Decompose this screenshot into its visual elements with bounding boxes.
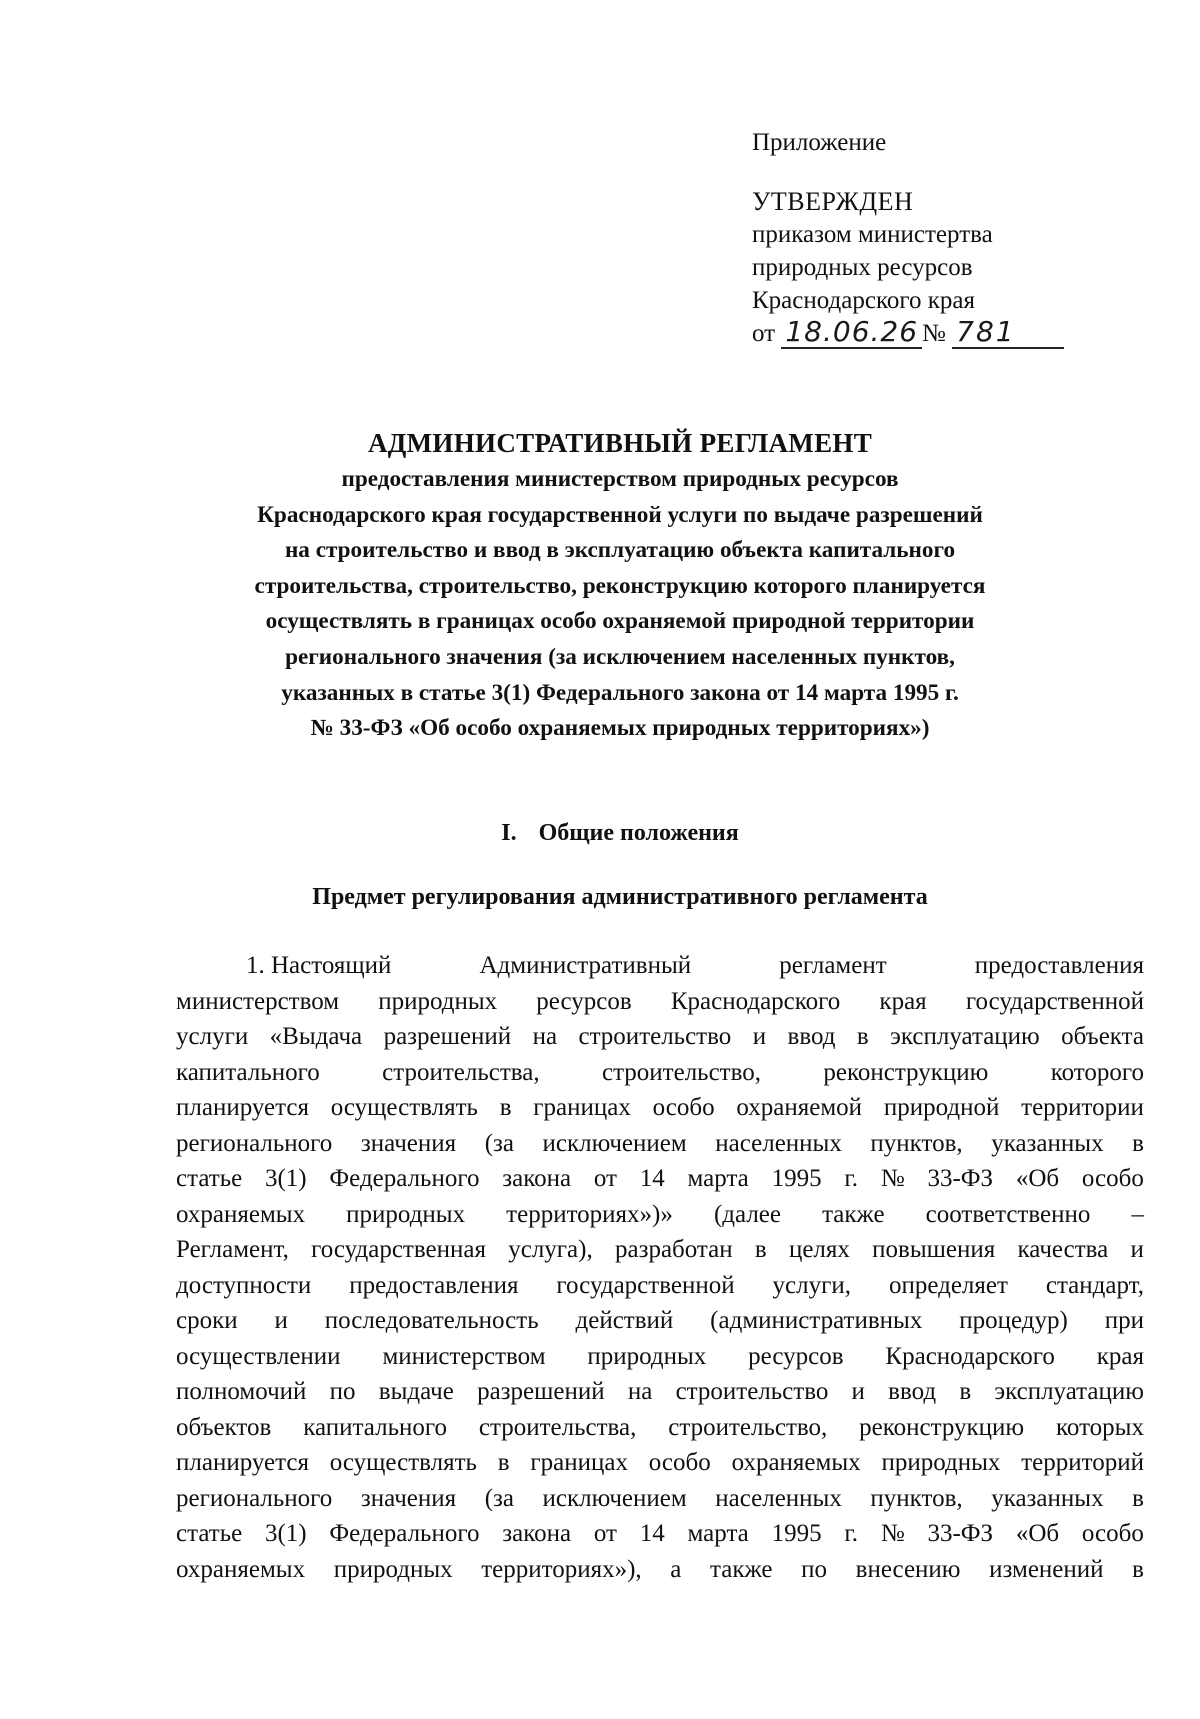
word: охраняемых [731, 1449, 861, 1476]
word: строительства, [382, 1058, 540, 1086]
subtitle-line: указанных в статье 3(1) Федерального закона от 14 марта 1995 г. [281, 679, 959, 706]
word: процедур) [959, 1307, 1068, 1334]
paragraph-line [176, 1055, 1144, 1091]
word: в [1132, 1555, 1144, 1583]
word: территории [1021, 1094, 1144, 1121]
word: в [1132, 1484, 1144, 1512]
word: разработан [614, 1236, 733, 1263]
word: 14 [639, 1165, 665, 1192]
word: населенных [715, 1129, 842, 1157]
word: в [499, 1094, 512, 1121]
word: (административных [710, 1307, 923, 1334]
word: регламент [779, 952, 887, 979]
word: природных [378, 987, 498, 1015]
paragraph-line [176, 984, 1144, 1020]
word: указанных [991, 1484, 1104, 1512]
word: по [801, 1555, 828, 1583]
word: территориях»), [481, 1555, 642, 1583]
word: предоставления [349, 1271, 519, 1299]
word: также [710, 1555, 773, 1583]
word: действий [575, 1307, 674, 1334]
word: соответственно [925, 1200, 1091, 1228]
paragraph-line [176, 1019, 1144, 1055]
word: разрешений [477, 1378, 605, 1405]
word: 3(1) [264, 1165, 307, 1192]
subtitle-line: строительства, строительство, реконструкцию которого планируется [254, 572, 986, 599]
word: в [497, 1449, 510, 1476]
word: марта [687, 1520, 749, 1547]
word: строительство [675, 1378, 829, 1405]
word: сроки [176, 1307, 238, 1334]
word: указанных [991, 1129, 1104, 1157]
word: «Об [1015, 1520, 1060, 1547]
section-heading [150, 820, 1090, 847]
paragraph-line [176, 1374, 1144, 1410]
word: регионального [176, 1129, 333, 1157]
word: последовательность [324, 1307, 539, 1334]
word: и [274, 1307, 288, 1334]
word: г. [844, 1165, 859, 1192]
word: предоставления [974, 952, 1144, 979]
section-numeral: I. [501, 820, 517, 846]
document-subtitle [150, 462, 1090, 747]
number-sign: № [922, 320, 946, 347]
word: строительства, [478, 1413, 637, 1441]
word: Краснодарского [885, 1342, 1055, 1370]
subtitle-line: № 33-ФЗ «Об особо охраняемых природных территориях») [310, 715, 930, 742]
document-title: АДМИНИСТРАТИВНЫЙ РЕГЛАМЕНТ [367, 428, 873, 458]
word: 3(1) [264, 1520, 307, 1547]
word: охраняемых [176, 1200, 306, 1228]
paragraph-line [176, 1090, 1144, 1126]
word: г. [844, 1520, 859, 1547]
word: Регламент, [176, 1236, 289, 1263]
from-prefix: от [752, 320, 776, 347]
word: в [856, 1023, 869, 1050]
word: разрешений [383, 1023, 512, 1050]
word: на [627, 1378, 653, 1405]
word: строительство [578, 1023, 732, 1050]
word: особо [648, 1449, 711, 1476]
word: изменений [989, 1555, 1104, 1583]
word: закона [502, 1165, 572, 1192]
word: края [1096, 1342, 1144, 1370]
word: регионального [176, 1484, 333, 1512]
word: министерством [382, 1342, 546, 1370]
subtitle-line: на строительство и ввод в эксплуатацию объекта капитального [284, 537, 956, 564]
word: ввод [888, 1378, 937, 1405]
word: и [851, 1378, 865, 1405]
word: осуществлять [329, 1449, 477, 1476]
word: стандарт, [1045, 1271, 1144, 1299]
approval-line-3: Краснодарского края [752, 287, 975, 314]
word: статье [176, 1520, 243, 1547]
word: значения [360, 1129, 457, 1157]
paragraph-line [176, 1339, 1144, 1375]
word: а [670, 1555, 682, 1583]
appendix-label: Приложение [752, 129, 887, 156]
word: 33-ФЗ [927, 1520, 994, 1547]
word: государственная [311, 1236, 486, 1263]
word: 33-ФЗ [927, 1165, 994, 1192]
word: услуга), [508, 1236, 593, 1263]
word: 1995 [771, 1520, 822, 1547]
word: эксплуатацию [994, 1378, 1144, 1405]
word: строительство, [668, 1413, 828, 1441]
word: по [329, 1378, 356, 1405]
word: марта [687, 1165, 749, 1192]
word: ресурсов [536, 987, 632, 1015]
subsection-heading: Предмет регулирования административного регламента [312, 884, 928, 910]
word: ввод [787, 1023, 836, 1050]
word: повышения [872, 1236, 996, 1263]
word: статье [176, 1165, 243, 1192]
word: выдаче [378, 1378, 454, 1405]
approval-date-number-line [752, 317, 1092, 350]
word: охраняемой [736, 1094, 863, 1121]
paragraph-line [176, 1232, 1144, 1268]
subtitle-line: Краснодарского края государственной услуги по выдаче разрешений [257, 501, 983, 528]
word: населенных [715, 1484, 842, 1512]
word: закона [502, 1520, 572, 1547]
word: ресурсов [748, 1342, 844, 1370]
word: которых [1056, 1413, 1144, 1441]
word: «Выдача [269, 1023, 363, 1050]
word: природных [346, 1200, 466, 1228]
paragraph-line [176, 1197, 1144, 1233]
word: полномочий [176, 1378, 307, 1405]
word: в [754, 1236, 767, 1263]
word: определяет [888, 1271, 1008, 1299]
word: (за [484, 1129, 514, 1157]
word: особо [652, 1094, 715, 1121]
paragraph-line [176, 1126, 1144, 1162]
word: капитального [303, 1413, 447, 1441]
word: территорий [1021, 1449, 1144, 1476]
word: услуги, [772, 1271, 852, 1299]
word: эксплуатацию [890, 1023, 1040, 1050]
body-paragraph [176, 948, 1144, 1587]
approved-heading: УТВЕРЖДЕН [752, 187, 914, 216]
word: края [879, 987, 927, 1015]
paragraph-line [176, 948, 1144, 984]
word: природных [881, 1449, 1001, 1476]
word: доступности [176, 1271, 312, 1299]
word: 14 [639, 1520, 665, 1547]
word: территориях»)» [506, 1200, 673, 1228]
paragraph-line [176, 1481, 1144, 1517]
word: № [880, 1165, 905, 1192]
word: значения [360, 1484, 457, 1512]
word: особо [1081, 1520, 1144, 1547]
paragraph-line [176, 1445, 1144, 1481]
word: при [1104, 1307, 1144, 1334]
subtitle-line: регионального значения (за исключением населенных пунктов, [285, 643, 955, 670]
word: особо [1081, 1165, 1144, 1192]
word: услуги [176, 1023, 249, 1050]
word: осуществлении [176, 1342, 341, 1370]
word: и [752, 1023, 767, 1050]
word: реконструкцию [823, 1058, 989, 1086]
word: природных [333, 1555, 453, 1583]
word: границах [533, 1094, 631, 1121]
word: исключением [542, 1129, 687, 1157]
word: осуществлять [330, 1094, 478, 1121]
word: строительство, [601, 1058, 761, 1086]
word: объекта [1061, 1023, 1144, 1050]
word: (далее [713, 1200, 781, 1228]
paragraph-line [176, 1303, 1144, 1339]
word: Федерального [329, 1165, 480, 1192]
word: внесению [855, 1555, 961, 1583]
word: планируется [176, 1449, 309, 1476]
paragraph-line [176, 1268, 1144, 1304]
section-title: Общие положения [538, 820, 739, 846]
word: 1. Настоящий [246, 952, 392, 979]
word: планируется [176, 1094, 309, 1121]
paragraph-line [176, 1516, 1144, 1552]
word: № [880, 1520, 905, 1547]
word: природной [883, 1094, 1000, 1121]
approval-block [752, 126, 1092, 350]
word: природных [587, 1342, 707, 1370]
word: Административный [479, 952, 692, 979]
handwritten-date: 18.06.26 [781, 317, 922, 349]
subtitle-line: осуществлять в границах особо охраняемой природной территории [265, 608, 975, 635]
word: Краснодарского [670, 987, 841, 1015]
word: целях [788, 1236, 850, 1263]
word: государственной [556, 1271, 735, 1299]
approval-line-2: природных ресурсов [752, 254, 973, 281]
word: Федерального [329, 1520, 480, 1547]
word: государственной [965, 987, 1144, 1015]
word: которого [1050, 1058, 1144, 1086]
approval-line-1: приказом министертва [752, 221, 993, 248]
word: 1995 [771, 1165, 822, 1192]
word: на [532, 1023, 558, 1050]
word: в [959, 1378, 972, 1405]
word: охраняемых [176, 1555, 306, 1583]
word: пунктов, [870, 1129, 963, 1157]
word: объектов [176, 1413, 272, 1441]
word: капитального [176, 1058, 320, 1086]
word: от [593, 1520, 617, 1547]
word: – [1131, 1200, 1144, 1228]
word: министерством [176, 987, 340, 1015]
paragraph-line [176, 1552, 1144, 1588]
paragraph-line [176, 1410, 1144, 1446]
word: в [1132, 1129, 1144, 1157]
word: качества [1017, 1236, 1109, 1263]
word: пунктов, [870, 1484, 963, 1512]
handwritten-number: 781 [952, 317, 1064, 349]
word: реконструкцию [859, 1413, 1025, 1441]
word: и [1130, 1236, 1144, 1263]
subtitle-line: предоставления министерством природных ресурсов [341, 466, 899, 492]
word: от [593, 1165, 617, 1192]
paragraph-line [176, 1161, 1144, 1197]
word: границах [530, 1449, 628, 1476]
word: также [822, 1200, 885, 1228]
document-title-block [150, 424, 1090, 747]
word: «Об [1015, 1165, 1060, 1192]
word: (за [484, 1484, 514, 1512]
word: исключением [542, 1484, 687, 1512]
